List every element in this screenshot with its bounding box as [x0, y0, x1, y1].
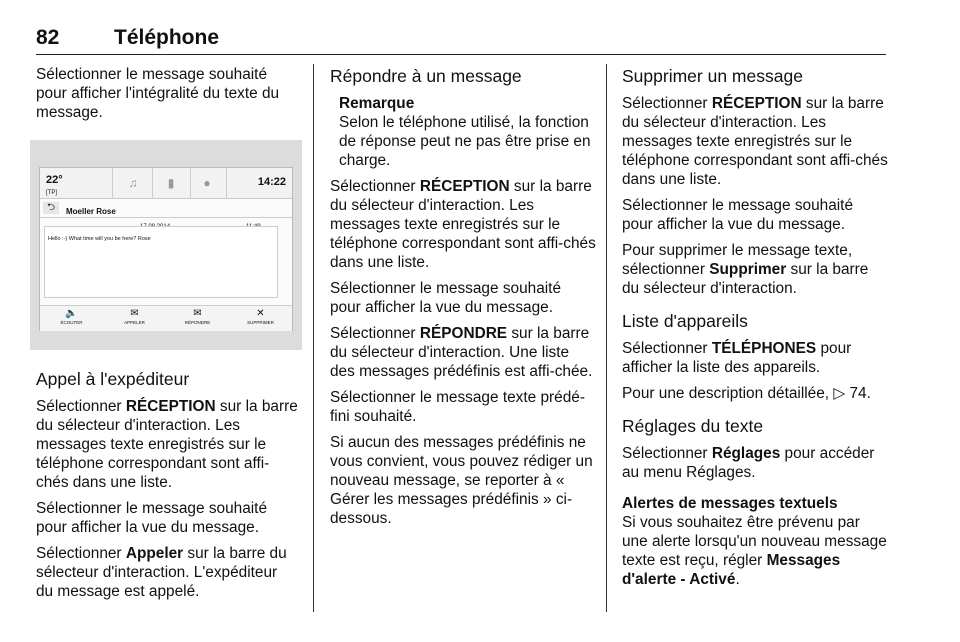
- reply-label: RÉPONDRE: [184, 320, 211, 325]
- page-title: Téléphone: [114, 26, 220, 49]
- envelope-reply-icon: ✉: [193, 308, 202, 319]
- keyword: Supprimer: [709, 261, 787, 278]
- page-header: [36, 26, 886, 55]
- keyword: TÉLÉPHONES: [711, 340, 817, 357]
- keyword: Messages d'alerte - Activé: [622, 552, 841, 588]
- text: sur la barre du sélecteur d'interaction. Une liste des messages prédéfinis est affi-chée.: [330, 325, 593, 380]
- paragraph: [622, 339, 888, 377]
- note-text: Selon le téléphone utilisé, la fonction de réponse peut ne pas être prise en charge.: [339, 114, 591, 169]
- paragraph: Sélectionner le message souhaité pour afficher la vue du message.: [36, 500, 268, 536]
- paragraph: Si aucun des messages prédéfinis ne vous convient, vous pouvez rédiger un nouveau message, se reporter à « Gérer les messages prédéfinis » ci-dessous.: [330, 434, 593, 527]
- text: .: [735, 571, 740, 588]
- delete-button: [229, 306, 292, 331]
- paragraph: [622, 94, 888, 189]
- text: Sélectionner: [622, 340, 712, 357]
- infotainment-screenshot: [30, 140, 302, 350]
- tab-divider: [152, 168, 153, 198]
- tab-divider: [190, 168, 191, 198]
- text: sur la barre du sélecteur d'interaction. Les messages texte enregistrés sur le téléphone correspondant sont affi-chés dans une liste.: [622, 95, 888, 188]
- sender-name: Moeller Rose: [66, 207, 116, 216]
- message-text: Hello :-) What time will you be here? Rose: [48, 236, 151, 242]
- keyword: RÉCEPTION: [125, 398, 216, 415]
- screen: [39, 167, 293, 331]
- paragraph: [622, 384, 888, 403]
- music-note-icon: ♫: [128, 176, 138, 190]
- envelope-call-icon: ✉: [130, 308, 139, 319]
- delete-label: SUPPRIMER: [247, 320, 274, 325]
- text: pour afficher la liste des appareils.: [622, 340, 852, 376]
- info-icon: ●: [203, 176, 211, 190]
- message-header-row: [40, 199, 292, 218]
- tp-indicator: [TP]: [46, 190, 58, 196]
- column-middle: [330, 65, 596, 535]
- tab-divider: [226, 168, 227, 198]
- phone-icon: ▮: [167, 176, 175, 190]
- text: Sélectionner: [330, 178, 420, 195]
- paragraph: [622, 444, 888, 482]
- listen-label: ÉCOUTER: [60, 320, 83, 325]
- tab-divider: [112, 168, 113, 198]
- keyword: Réglages: [711, 445, 781, 462]
- paragraph: [36, 397, 298, 492]
- speaker-icon: 🔈: [65, 308, 78, 319]
- text: Sélectionner: [330, 325, 420, 342]
- section-heading: Liste d'appareils: [622, 311, 748, 331]
- note-block: [330, 94, 596, 170]
- text: Si vous souhaitez être prévenu par une alerte lorsqu'un nouveau message texte est reçu, régler: [622, 514, 887, 569]
- text: Sélectionner: [622, 95, 712, 112]
- column-left: [36, 65, 298, 608]
- call-button: [103, 306, 166, 331]
- keyword: Appeler: [125, 545, 184, 562]
- note-title: Remarque: [339, 95, 415, 112]
- reply-button: [166, 306, 229, 331]
- paragraph: [330, 324, 596, 381]
- paragraph: [622, 513, 888, 589]
- section-heading: Réglages du texte: [622, 416, 764, 436]
- text: sur la barre du sélecteur d'interaction. Les messages texte enregistrés sur le téléphone correspondant sont affi-chés dans une liste.: [330, 178, 596, 271]
- text: Sélectionner: [36, 545, 126, 562]
- section-heading: Répondre à un message: [330, 66, 522, 86]
- paragraph: Sélectionner le message texte prédé-fini souhaité.: [330, 389, 585, 425]
- keyword: RÉCEPTION: [419, 178, 510, 195]
- back-arrow-icon: ⮌: [43, 202, 59, 214]
- text: Sélectionner: [622, 445, 712, 462]
- text: sur la barre du sélecteur d'interaction. L'expéditeur du message est appelé.: [36, 545, 287, 600]
- intro-paragraph: Sélectionner le message souhaité pour afficher l'intégralité du texte du message.: [36, 66, 280, 121]
- paragraph: [622, 241, 888, 298]
- text: sur la barre du sélecteur d'interaction.: [622, 261, 869, 297]
- temperature: 22°: [46, 174, 63, 186]
- paragraph: Sélectionner le message souhaité pour afficher la vue du message.: [330, 280, 562, 316]
- text: Pour une description détaillée,: [622, 385, 834, 402]
- clock: 14:22: [257, 176, 286, 188]
- text: pour accéder au menu Réglages.: [622, 445, 875, 481]
- text: sur la barre du sélecteur d'interaction. Les messages texte enregistrés sur le téléphone correspondant sont affi-chés dans une liste.: [36, 398, 298, 491]
- status-bar: [40, 168, 292, 199]
- column-divider: [606, 64, 607, 612]
- subsection-heading: Alertes de messages textuels: [622, 495, 838, 512]
- keyword: RÉCEPTION: [711, 95, 802, 112]
- text: Sélectionner: [36, 398, 126, 415]
- call-label: APPELER: [124, 320, 145, 325]
- section-heading: Supprimer un message: [622, 66, 803, 86]
- listen-button: [40, 306, 103, 331]
- interaction-selector-bar: [40, 305, 292, 331]
- paragraph: Sélectionner le message souhaité pour afficher la vue du message.: [622, 197, 854, 233]
- text: Pour supprimer le message texte, sélectionner: [622, 242, 853, 278]
- column-divider: [313, 64, 314, 612]
- page-number: 82: [36, 26, 60, 49]
- paragraph: [330, 177, 596, 272]
- keyword: RÉPONDRE: [419, 325, 508, 342]
- close-icon: ✕: [256, 308, 265, 319]
- paragraph: [36, 544, 298, 601]
- message-box: [44, 226, 278, 298]
- column-right: [622, 65, 888, 596]
- text: .: [866, 385, 871, 402]
- page-reference[interactable]: 74: [849, 385, 867, 402]
- section-heading: Appel à l'expéditeur: [36, 369, 190, 389]
- page-reference-arrow-icon: ▷: [833, 385, 850, 402]
